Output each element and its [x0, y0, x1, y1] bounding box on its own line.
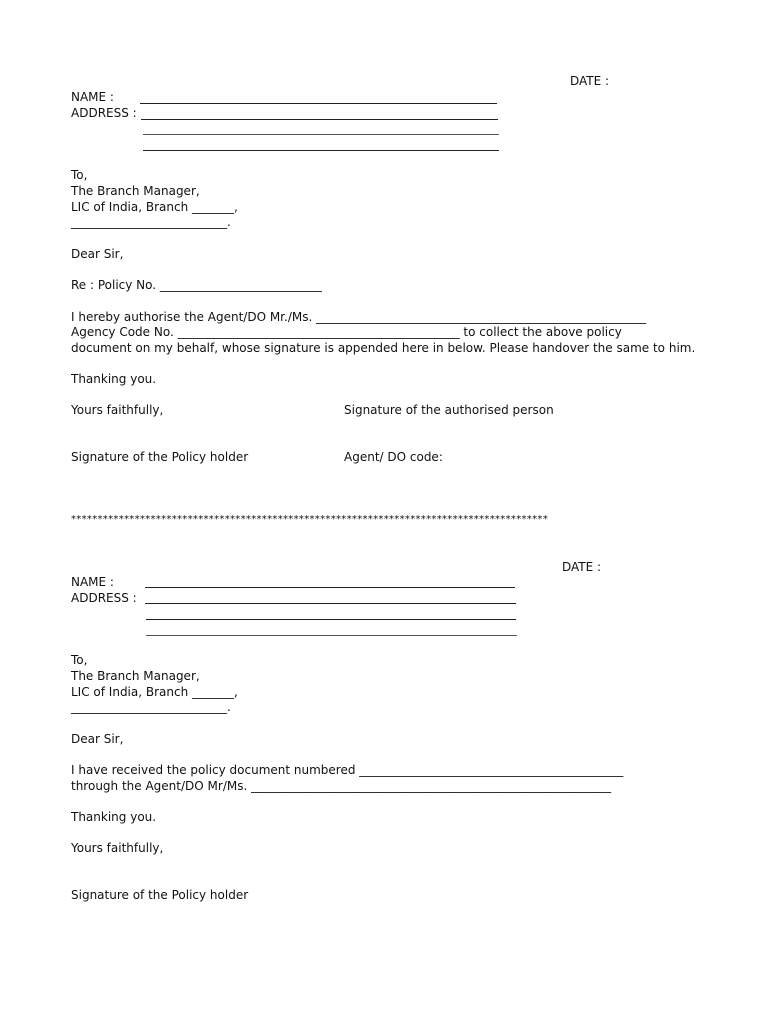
bottom-salutation: Dear Sir,	[71, 732, 124, 746]
top-thanking: Thanking you.	[71, 372, 157, 386]
top-branch-blank: __________________________.	[71, 215, 231, 229]
top-manager-line: The Branch Manager,	[71, 184, 200, 198]
bottom-name-label: NAME :	[71, 575, 114, 589]
bottom-address-field-2[interactable]	[146, 619, 516, 620]
top-address-field-1[interactable]	[141, 119, 498, 120]
authorisation-line-3: document on my behalf, whose signature is appended here in below. Please handover the same to him.	[71, 341, 696, 355]
bottom-to-line: To,	[71, 653, 88, 667]
top-sig-holder-label: Signature of the Policy holder	[71, 450, 249, 464]
top-salutation: Dear Sir,	[71, 247, 124, 261]
agent-code-label: Agent/ DO code:	[344, 450, 443, 464]
bottom-name-field[interactable]	[145, 587, 515, 588]
top-date-label: DATE :	[570, 74, 610, 88]
top-address-field-3[interactable]	[143, 150, 499, 151]
received-line-2: through the Agent/DO Mr/Ms. ____________________________________________________________	[71, 779, 612, 793]
top-branch-line: LIC of India, Branch _______,	[71, 200, 238, 214]
bottom-branch-line: LIC of India, Branch _______,	[71, 685, 238, 699]
bottom-address-label: ADDRESS :	[71, 591, 137, 605]
bottom-sig-holder-label: Signature of the Policy holder	[71, 888, 249, 902]
sig-authorised-label: Signature of the authorised person	[344, 403, 554, 417]
bottom-closing: Yours faithfully,	[71, 841, 164, 855]
bottom-manager-line: The Branch Manager,	[71, 669, 200, 683]
authorisation-line-2: Agency Code No. _______________________________________________ to collect the above policy	[71, 325, 622, 339]
policy-reference: Re : Policy No. ___________________________	[71, 278, 322, 292]
bottom-address-field-1[interactable]	[145, 603, 516, 604]
top-address-field-2[interactable]	[143, 134, 499, 135]
bottom-thanking: Thanking you.	[71, 810, 157, 824]
authorisation-line-1: I hereby authorise the Agent/DO Mr./Ms. _______________________________________________________	[71, 310, 647, 324]
top-address-label: ADDRESS :	[71, 106, 137, 120]
received-line-1: I have received the policy document numbered ____________________________________________	[71, 763, 624, 777]
top-closing: Yours faithfully,	[71, 403, 164, 417]
top-to-line: To,	[71, 168, 88, 182]
top-name-field[interactable]	[140, 103, 497, 104]
bottom-address-field-3[interactable]	[146, 635, 517, 636]
star-separator: ******************************************************************************************	[71, 514, 548, 525]
bottom-branch-blank: __________________________.	[71, 700, 231, 714]
bottom-date-label: DATE :	[562, 560, 602, 574]
top-name-label: NAME :	[71, 90, 114, 104]
